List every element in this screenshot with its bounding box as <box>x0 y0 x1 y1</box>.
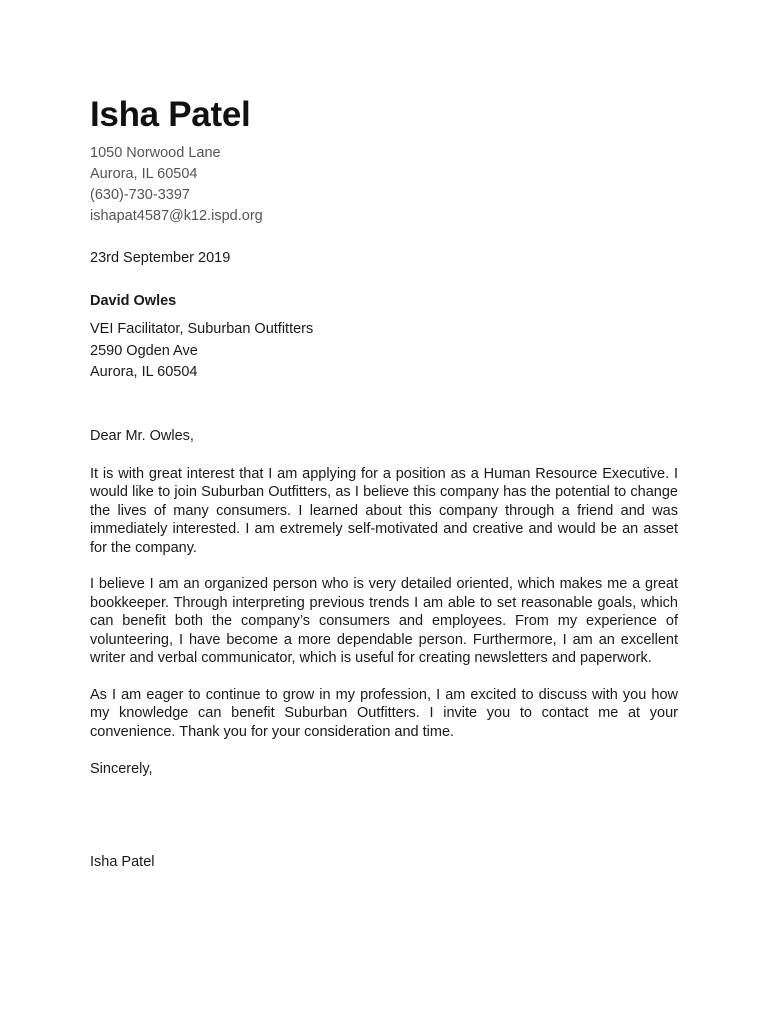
recipient-name: David Owles <box>90 293 177 309</box>
signature-name: Isha Patel <box>90 854 155 870</box>
recipient-title: VEI Facilitator, Suburban Outfitters <box>90 321 314 337</box>
sender-name: Isha Patel <box>90 95 251 134</box>
closing: Sincerely, <box>90 761 153 777</box>
sender-address-line1: 1050 Norwood Lane <box>90 145 221 161</box>
recipient-address-block <box>90 319 678 384</box>
sender-address-line2: Aurora, IL 60504 <box>90 166 198 182</box>
recipient-address-line2: Aurora, IL 60504 <box>90 364 198 380</box>
salutation: Dear Mr. Owles, <box>90 427 194 444</box>
body-paragraph-2: I believe I am an organized person who is very detailed oriented, which makes me a great bookkeeper. Through interpreting previous trends I am able to set reasonable goals, which can benefit both the company’s consumers and employees. From my experience of volunteering, I have become a more dependable person. Furthermore, I am an excellent writer and verbal communicator, which is useful for creating newsletters and paperwork. <box>90 576 678 666</box>
sender-contact-block <box>90 143 678 227</box>
cover-letter <box>90 94 678 873</box>
recipient-address-line1: 2590 Ogden Ave <box>90 342 198 359</box>
sender-phone: (630)-730-3397 <box>90 187 190 203</box>
sender-email: ishapat4587@k12.ispd.org <box>90 208 263 224</box>
body-paragraph-1: It is with great interest that I am applying for a position as a Human Resource Executive. I would like to join Suburban Outfitters, as I believe this company has the potential to change the lives of many consumers. I learned about this company through a friend and was immediately interested. I am extremely self-motivated and creative and would be an asset for the company. <box>90 465 678 556</box>
body-paragraph-3: As I am eager to continue to grow in my profession, I am excited to discuss with you how my knowledge can benefit Suburban Outfitters. I invite you to contact me at your convenience. Thank you for your consideration and time. <box>90 686 678 740</box>
letter-date: 23rd September 2019 <box>90 250 231 266</box>
